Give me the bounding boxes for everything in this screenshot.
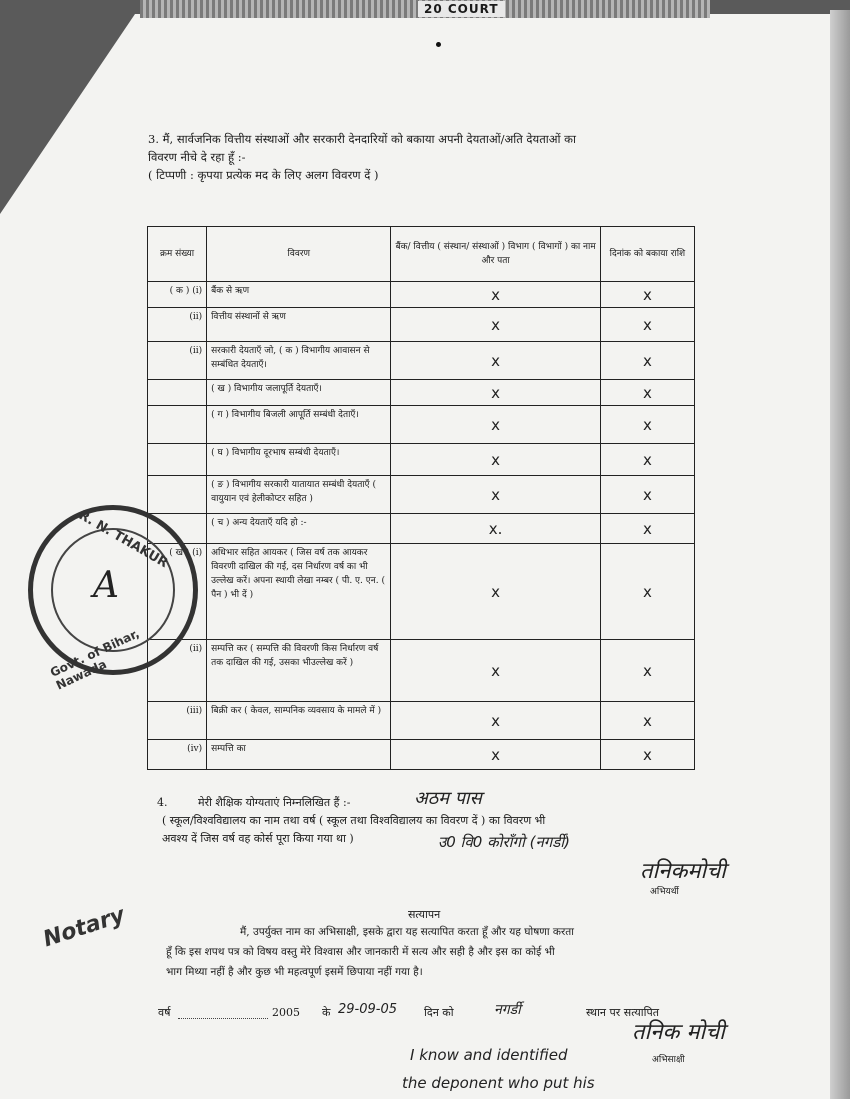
table-row [148,702,695,740]
verification-line2: हूँ कि इस शपथ पत्र को विषय वस्तु मेरे विश्वास और जानकारी में सत्य और सही है और इस का कोई भी [166,946,555,958]
row-col4: x [600,308,694,342]
deponent-signature: तनिकमोची [640,859,726,884]
identification-note-line2: the deponent who put his [402,1074,595,1092]
row-col4: x [600,406,694,444]
row-desc: सरकारी देयताएँ जो, ( क ) विभागीय आवासन से सम्बंधित देयताएँ। [207,342,391,380]
qualification-handwritten: अठम पास [414,788,482,809]
row-desc: ( ख ) विभागीय जलापूर्ति देयताएँ। [207,380,391,406]
table-row [148,640,695,702]
table-row [148,406,695,444]
row-col4: x [600,544,694,640]
verification-din-ko: दिन को [424,1006,454,1019]
verification-ke: के [322,1006,331,1019]
row-col3: x [391,544,600,640]
section3-intro [148,130,708,184]
verification-date: 29-09-05 [338,1002,398,1017]
table-row [148,308,695,342]
row-col3: x [391,406,600,444]
verification-line1: मैं, उपर्युक्त नाम का अभिसाक्षी, इसके द्वारा यह सत्यापित करता हूँ और यह घोषणा करता [240,926,574,938]
row-col4: x [600,282,694,308]
header-serial: क्रम संख्या [148,227,207,282]
row-num: (ii) [148,308,207,342]
row-col3: x [391,342,600,380]
row-num: (iv) [148,740,207,770]
section4-line2: ( स्कूल/विश्वविद्यालय का नाम तथा वर्ष ( स्कूल तथा विश्वविद्यालय का विवरण दें ) का विवरण भी [162,814,546,827]
section4-number: 4. [157,796,168,809]
verification-suffix: स्थान पर सत्यापित [586,1006,660,1019]
row-col4: x [600,640,694,702]
date-line-prefix: वर्ष [158,1006,171,1019]
row-desc: ( ग ) विभागीय बिजली आपूर्ति सम्बंधी देताएँ। [207,406,391,444]
intro-line2: विवरण नीचे दे रहा हूँ :- [148,150,246,164]
row-col4: x [600,380,694,406]
row-desc: सम्पत्ति कर ( सम्पत्ति की विवरणी किस निर्धारण वर्ष तक दाखिल की गई, उसका भीउल्लेख करें ) [207,640,391,702]
identification-note-line1: I know and identified [410,1046,568,1064]
row-desc: वित्तीय संस्थानों से ऋण [207,308,391,342]
intro-line1: 3. मैं, सार्वजनिक वित्तीय संस्थाओं और सरकारी देनदारियों को बकाया अपनी देयताओं/अति देयताओं का [148,132,576,146]
court-fee-stamp [140,0,710,18]
row-col3: x [391,282,600,308]
row-col3: x [391,640,600,702]
school-handwritten: उ0 वि0 कोराँगो (नगर्डी) [438,833,570,851]
row-col3: x [391,308,600,342]
section4-line3: अवश्य दें जिस वर्ष वह कोर्स पूरा किया गया था ) [162,832,354,845]
row-num: ( क ) (i) [148,282,207,308]
header-institution: बैंक/ वित्तीय ( संस्थान/ संस्थाओं ) विभाग ( विभागों ) का नाम और पता [391,227,600,282]
stamp-label: 20 COURT [418,1,505,17]
row-col4: x [600,342,694,380]
row-desc: बिक्री कर ( केवल, साम्पनिक व्यवसाय के मामले में ) [207,702,391,740]
verification-place: नगर्डी [494,1002,521,1018]
verification-title: सत्यापन [408,908,441,921]
row-num: (iii) [148,702,207,740]
row-col3: x [391,476,600,514]
row-desc: ( च ) अन्य देयताएँ यदि हो :- [207,514,391,544]
notary-scrawl: Notary [40,902,128,953]
date-line-dots [178,1004,268,1019]
row-desc: बैंक से ऋण [207,282,391,308]
row-col3: x [391,380,600,406]
row-col3: x [391,702,600,740]
row-col4: x [600,444,694,476]
header-description: विवरण [207,227,391,282]
liabilities-table [147,226,695,770]
row-num [148,406,207,444]
table-row [148,514,695,544]
header-amount: दिनांक को बकाया राशि [600,227,694,282]
row-desc: सम्पत्ति का [207,740,391,770]
row-col4: x [600,476,694,514]
verification-year: 2005 [272,1006,300,1019]
row-num: (ii) [148,640,207,702]
seal-signature: A [93,565,119,606]
table-row [148,476,695,514]
ink-dot [436,42,441,47]
section4-text: मेरी शैक्षिक योग्यताएं निम्नलिखित हैं :- [198,796,351,809]
verification-line3: भाग मिथ्या नहीं है और कुछ भी महत्वपूर्ण इसमें छिपाया नहीं गया है। [166,966,423,978]
official-seal [28,505,198,693]
row-col4: x [600,514,694,544]
intro-note: ( टिप्पणी : कृपया प्रत्येक मद के लिए अलग विवरण दें ) [148,168,379,182]
row-num: ( ख ) (i) [148,544,207,640]
table-row [148,444,695,476]
row-col3: x [391,444,600,476]
row-desc: अधिभार सहित आयकर ( जिस वर्ष तक आयकर विवरणी दाखिल की गई, दस निर्धारण वर्ष का भी उल्लेख करें। अपना स्थायी लेखा नम्बर ( पी. ए. एन. ( पैन ) भी दें ) [207,544,391,640]
row-col4: x [600,740,694,770]
table-row [148,282,695,308]
seal-top-text: R. N. THAKUR [75,507,171,572]
row-num [148,380,207,406]
row-num [148,476,207,514]
row-desc: ( ङ ) विभागीय सरकारी यातायात सम्बंधी देयताएँ ( वायुयान एवं हेलीकोप्टर सहित ) [207,476,391,514]
signature-caption-2: अभिसाक्षी [652,1055,685,1065]
row-num: (ii) [148,342,207,380]
signature-caption: अभियर्थी [650,887,679,897]
seal-bottom-text: Govt. of Bihar, Nawada [47,626,142,693]
table-row [148,380,695,406]
table-row [148,740,695,770]
row-col3: x. [391,514,600,544]
table-header-row [148,227,695,282]
deponent-signature-2: तनिक मोची [632,1020,725,1045]
row-desc: ( घ ) विभागीय दूरभाष सम्बंधी देयताएँ। [207,444,391,476]
table-row [148,544,695,640]
row-col4: x [600,702,694,740]
table-row [148,342,695,380]
page-edge [830,10,850,1099]
row-num [148,444,207,476]
row-col3: x [391,740,600,770]
